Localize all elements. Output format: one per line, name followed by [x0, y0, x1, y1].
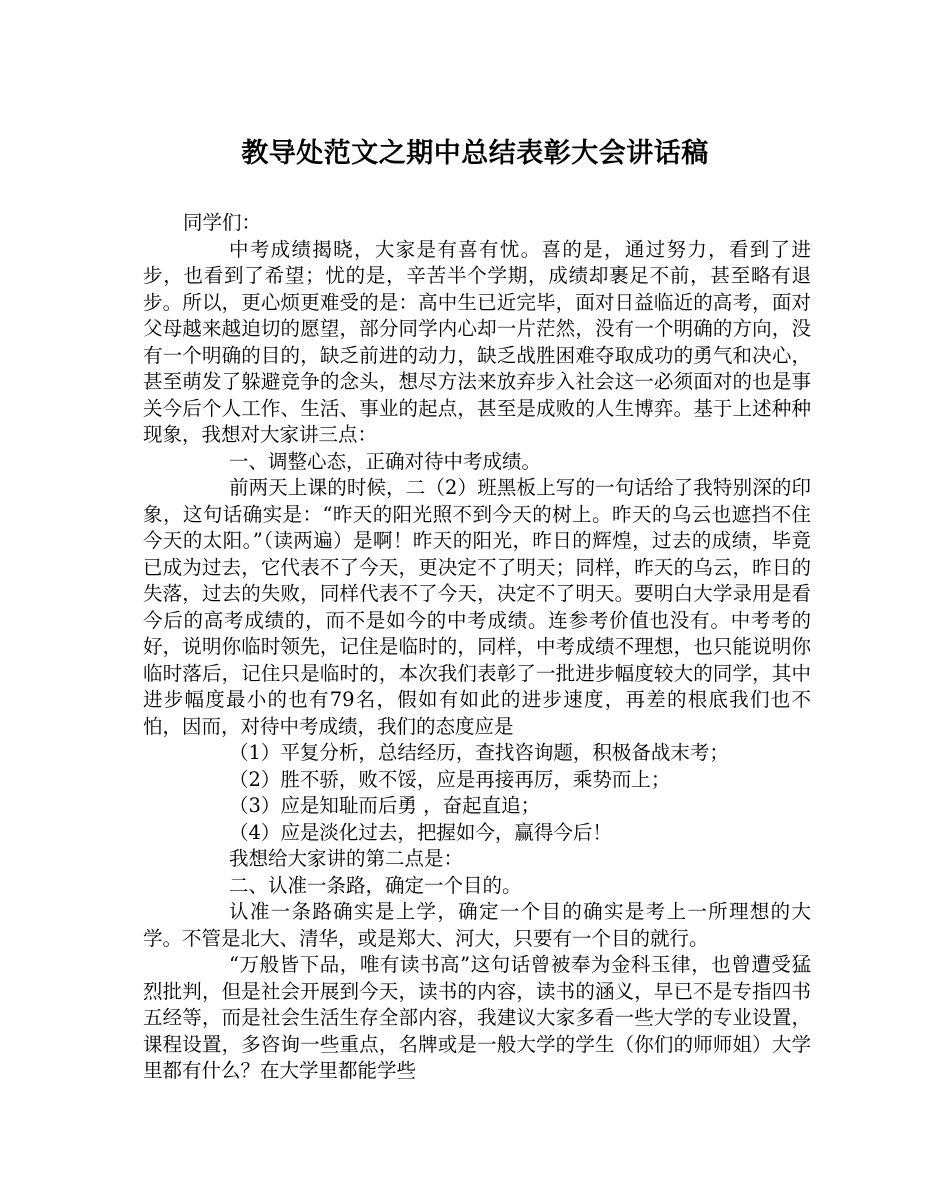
paragraph: 认准一条路确实是上学，确定一个目的确实是考上一所理想的大学。不管是北大、清华，或是郑大、河大，只要有一个目的就行。 — [143, 900, 811, 950]
section-heading: 二、认准一条路，确定一个目的。 — [229, 873, 522, 897]
paragraph: “万般皆下品，唯有读书高”这句话曾被奉为金科玉律，也曾遭受猛烈批判，但是社会开展到今天，读书的内容，读书的涵义，早已不是专指四书五经等，而是社会生活生存全部内容，我建议大家多看一些大学的专业设置，课程设置，多咨询一些重点，名牌或是一般大学的学生（你们的师师姐）大学里都有什么？在大学里都能学些 — [143, 953, 811, 1082]
paragraph: 中考成绩揭晓，大家是有喜有忧。喜的是，通过努力，看到了进步，也看到了希望；忧的是，辛苦半个学期，成绩却裹足不前，甚至略有退步。所以，更心烦更难受的是：高中生已近完毕，面对日益临近的高考，面对父母越来越迫切的愿望，部分同学内心却一片茫然，没有一个明确的方向，没有一个明确的目的，缺乏前进的动力，缺乏战胜困难夺取成功的勇气和决心，甚至萌发了躲避竞争的念头，想尽方法来放弃步入社会这一必须面对的也是事关今后个人工作、生活、事业的起点，甚至是成败的人生博弈。基于上述种种现象，我想对大家讲三点： — [143, 237, 811, 446]
document-title: 教导处范文之期中总结表彰大会讲话稿 — [241, 138, 709, 169]
paragraph: 我想给大家讲的第二点是： — [229, 847, 464, 870]
list-item: （2）胜不骄，败不馁，应是再接再厉，乘势而上； — [229, 767, 671, 791]
section-heading: 一、调整心态，正确对待中考成绩。 — [229, 449, 542, 473]
paragraph: 前两天上课的时候，二（2）班黑板上写的一句话给了我特别深的印象，这句话确实是：“昨天的阳光照不到今天的树上。昨天的乌云也遮挡不住今天的太阳。”（读两遍）是啊！昨天的阳光，昨日的辉煌，过去的成绩，毕竟已成为过去，它代表不了今天，更决定不了明天；同样，昨天的乌云，昨日的失落，过去的失败，同样代表不了今天，决定不了明天。要明白大学录用是看今后的高考成绩的，而不是如今的中考成绩。连参考价值也没有。中考考的好，说明你临时领先，记住是临时的，同样，中考成绩不理想，也只能说明你临时落后，记住只是临时的，本次我们表彰了一批进步幅度较大的同学，其中进步幅度最小的也有79名，假如有如此的进步速度，再差的根底我们也不怕，因而，对待中考成绩，我们的态度应是 — [143, 476, 811, 738]
document-body — [143, 210, 811, 1085]
list-item: （3）应是知耻而后勇 ，奋起直追； — [229, 794, 541, 817]
list-item: （4）应是淡化过去，把握如今，赢得今后！ — [229, 820, 612, 844]
salutation: 同学们： — [183, 211, 262, 234]
list-item: （1）平复分析，总结经历，查找咨询题，积极备战末考； — [229, 741, 729, 764]
